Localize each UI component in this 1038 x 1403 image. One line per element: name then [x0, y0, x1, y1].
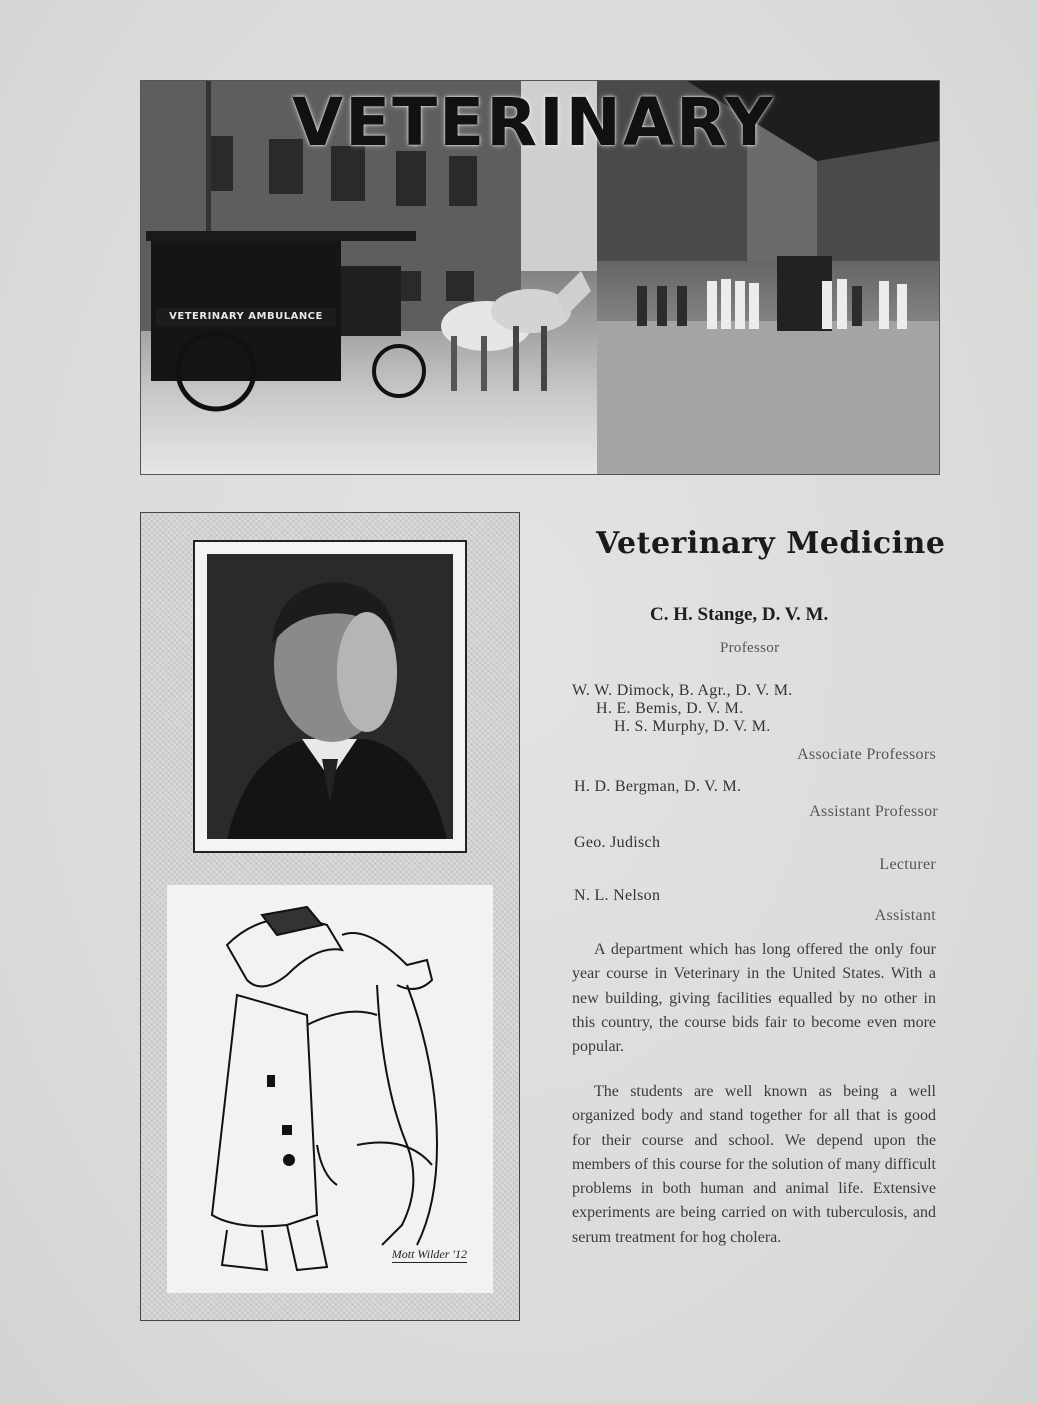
banner-title-wrap — [292, 80, 812, 180]
staff-role: Associate Professors — [797, 746, 936, 763]
body-paragraph: A department which has long offered the only four year course in Veterinary in the United States. With a new building, giving facilities equalled by no other in this country, the course bids fair to become even more popular. — [572, 941, 936, 1056]
cartoon-illustration — [167, 885, 493, 1293]
illustration-panel — [140, 512, 520, 1321]
staff-name: Geo. Judisch — [574, 834, 661, 851]
head-name: C. H. Stange, D. V. M. — [650, 604, 829, 625]
banner-title: VETERINARY — [292, 84, 775, 161]
staff-role: Assistant — [874, 907, 936, 924]
staff-name: H. D. Bergman, D. V. M. — [574, 778, 742, 795]
head-title: Professor — [720, 640, 780, 656]
staff-name: N. L. Nelson — [574, 887, 661, 904]
cartoon-signature: Mott Wilder '12 — [391, 1247, 467, 1261]
cartoon-drawing — [167, 885, 493, 1293]
ambulance-sign: VETERINARY AMBULANCE — [156, 308, 336, 326]
section-heading: Veterinary Medicine — [596, 526, 946, 561]
staff-name: H. S. Murphy, D. V. M. — [614, 718, 771, 735]
staff-name: H. E. Bemis, D. V. M. — [596, 700, 744, 717]
staff-role: Lecturer — [879, 856, 936, 873]
staff-role: Assistant Professor — [809, 803, 938, 820]
portrait-drawing — [207, 554, 453, 839]
staff-name: W. W. Dimock, B. Agr., D. V. M. — [572, 682, 793, 699]
body-paragraph: The students are well known as being a well organized body and stand together for all that is good for their course and school. We depend upon the members of this course for the solution of many difficult problems in both human and animal life. Extensive experiments are being carried on with tuberculosis, and serum treatment for hog cholera. — [572, 1083, 936, 1246]
portrait-photo — [207, 554, 453, 839]
portrait-frame — [193, 540, 467, 853]
